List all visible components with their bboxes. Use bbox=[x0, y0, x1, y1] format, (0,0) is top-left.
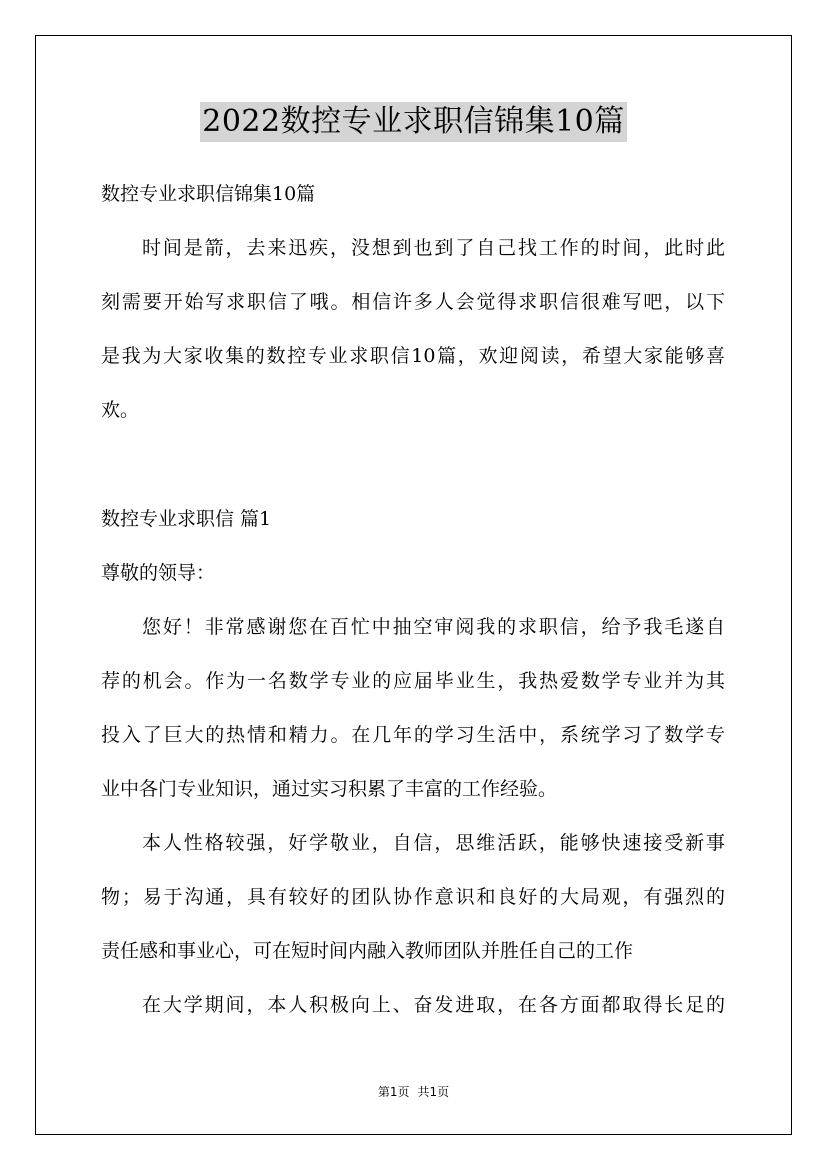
paragraph-line: 责任感和事业心，可在短时间内融入教师团队并胜任自己的工作 bbox=[101, 940, 634, 962]
paragraph-line: 在大学期间，本人积极向上、奋发进取，在各方面都取得长足的 bbox=[142, 994, 725, 1016]
document-subtitle: 数控专业求职信锦集10篇 bbox=[101, 183, 316, 205]
paragraph-line: 本人性格较强，好学敬业，自信，思维活跃，能够快速接受新事 bbox=[142, 832, 725, 854]
paragraph-line: 业中各门专业知识，通过实习积累了丰富的工作经验。 bbox=[101, 778, 558, 800]
page-current: 第1页 bbox=[377, 1085, 410, 1099]
page-footer bbox=[0, 1084, 827, 1100]
paragraph-line: 投入了巨大的热情和精力。在几年的学习生活中，系统学习了数学专 bbox=[101, 724, 725, 746]
intro-line: 欢。 bbox=[101, 399, 140, 421]
intro-line: 是我为大家收集的数控专业求职信10篇，欢迎阅读，希望大家能够喜 bbox=[101, 345, 725, 367]
intro-line: 刻需要开始写求职信了哦。相信许多人会觉得求职信很难写吧，以下 bbox=[101, 291, 725, 313]
document-title: 2022数控专业求职信锦集10篇 bbox=[200, 102, 627, 142]
paragraph-line: 物；易于沟通，具有较好的团队协作意识和良好的大局观，有强烈的 bbox=[101, 886, 725, 908]
section-heading: 数控专业求职信 篇1 bbox=[101, 508, 272, 530]
paragraph-line: 您好！非常感谢您在百忙中抽空审阅我的求职信，给予我毛遂自 bbox=[142, 616, 725, 638]
page-total: 共1页 bbox=[417, 1085, 450, 1099]
intro-line: 时间是箭，去来迅疾，没想到也到了自己找工作的时间，此时此 bbox=[142, 237, 725, 259]
title-container bbox=[0, 102, 827, 142]
paragraph-line: 荐的机会。作为一名数学专业的应届毕业生，我热爱数学专业并为其 bbox=[101, 670, 725, 692]
salutation: 尊敬的领导： bbox=[101, 562, 216, 584]
